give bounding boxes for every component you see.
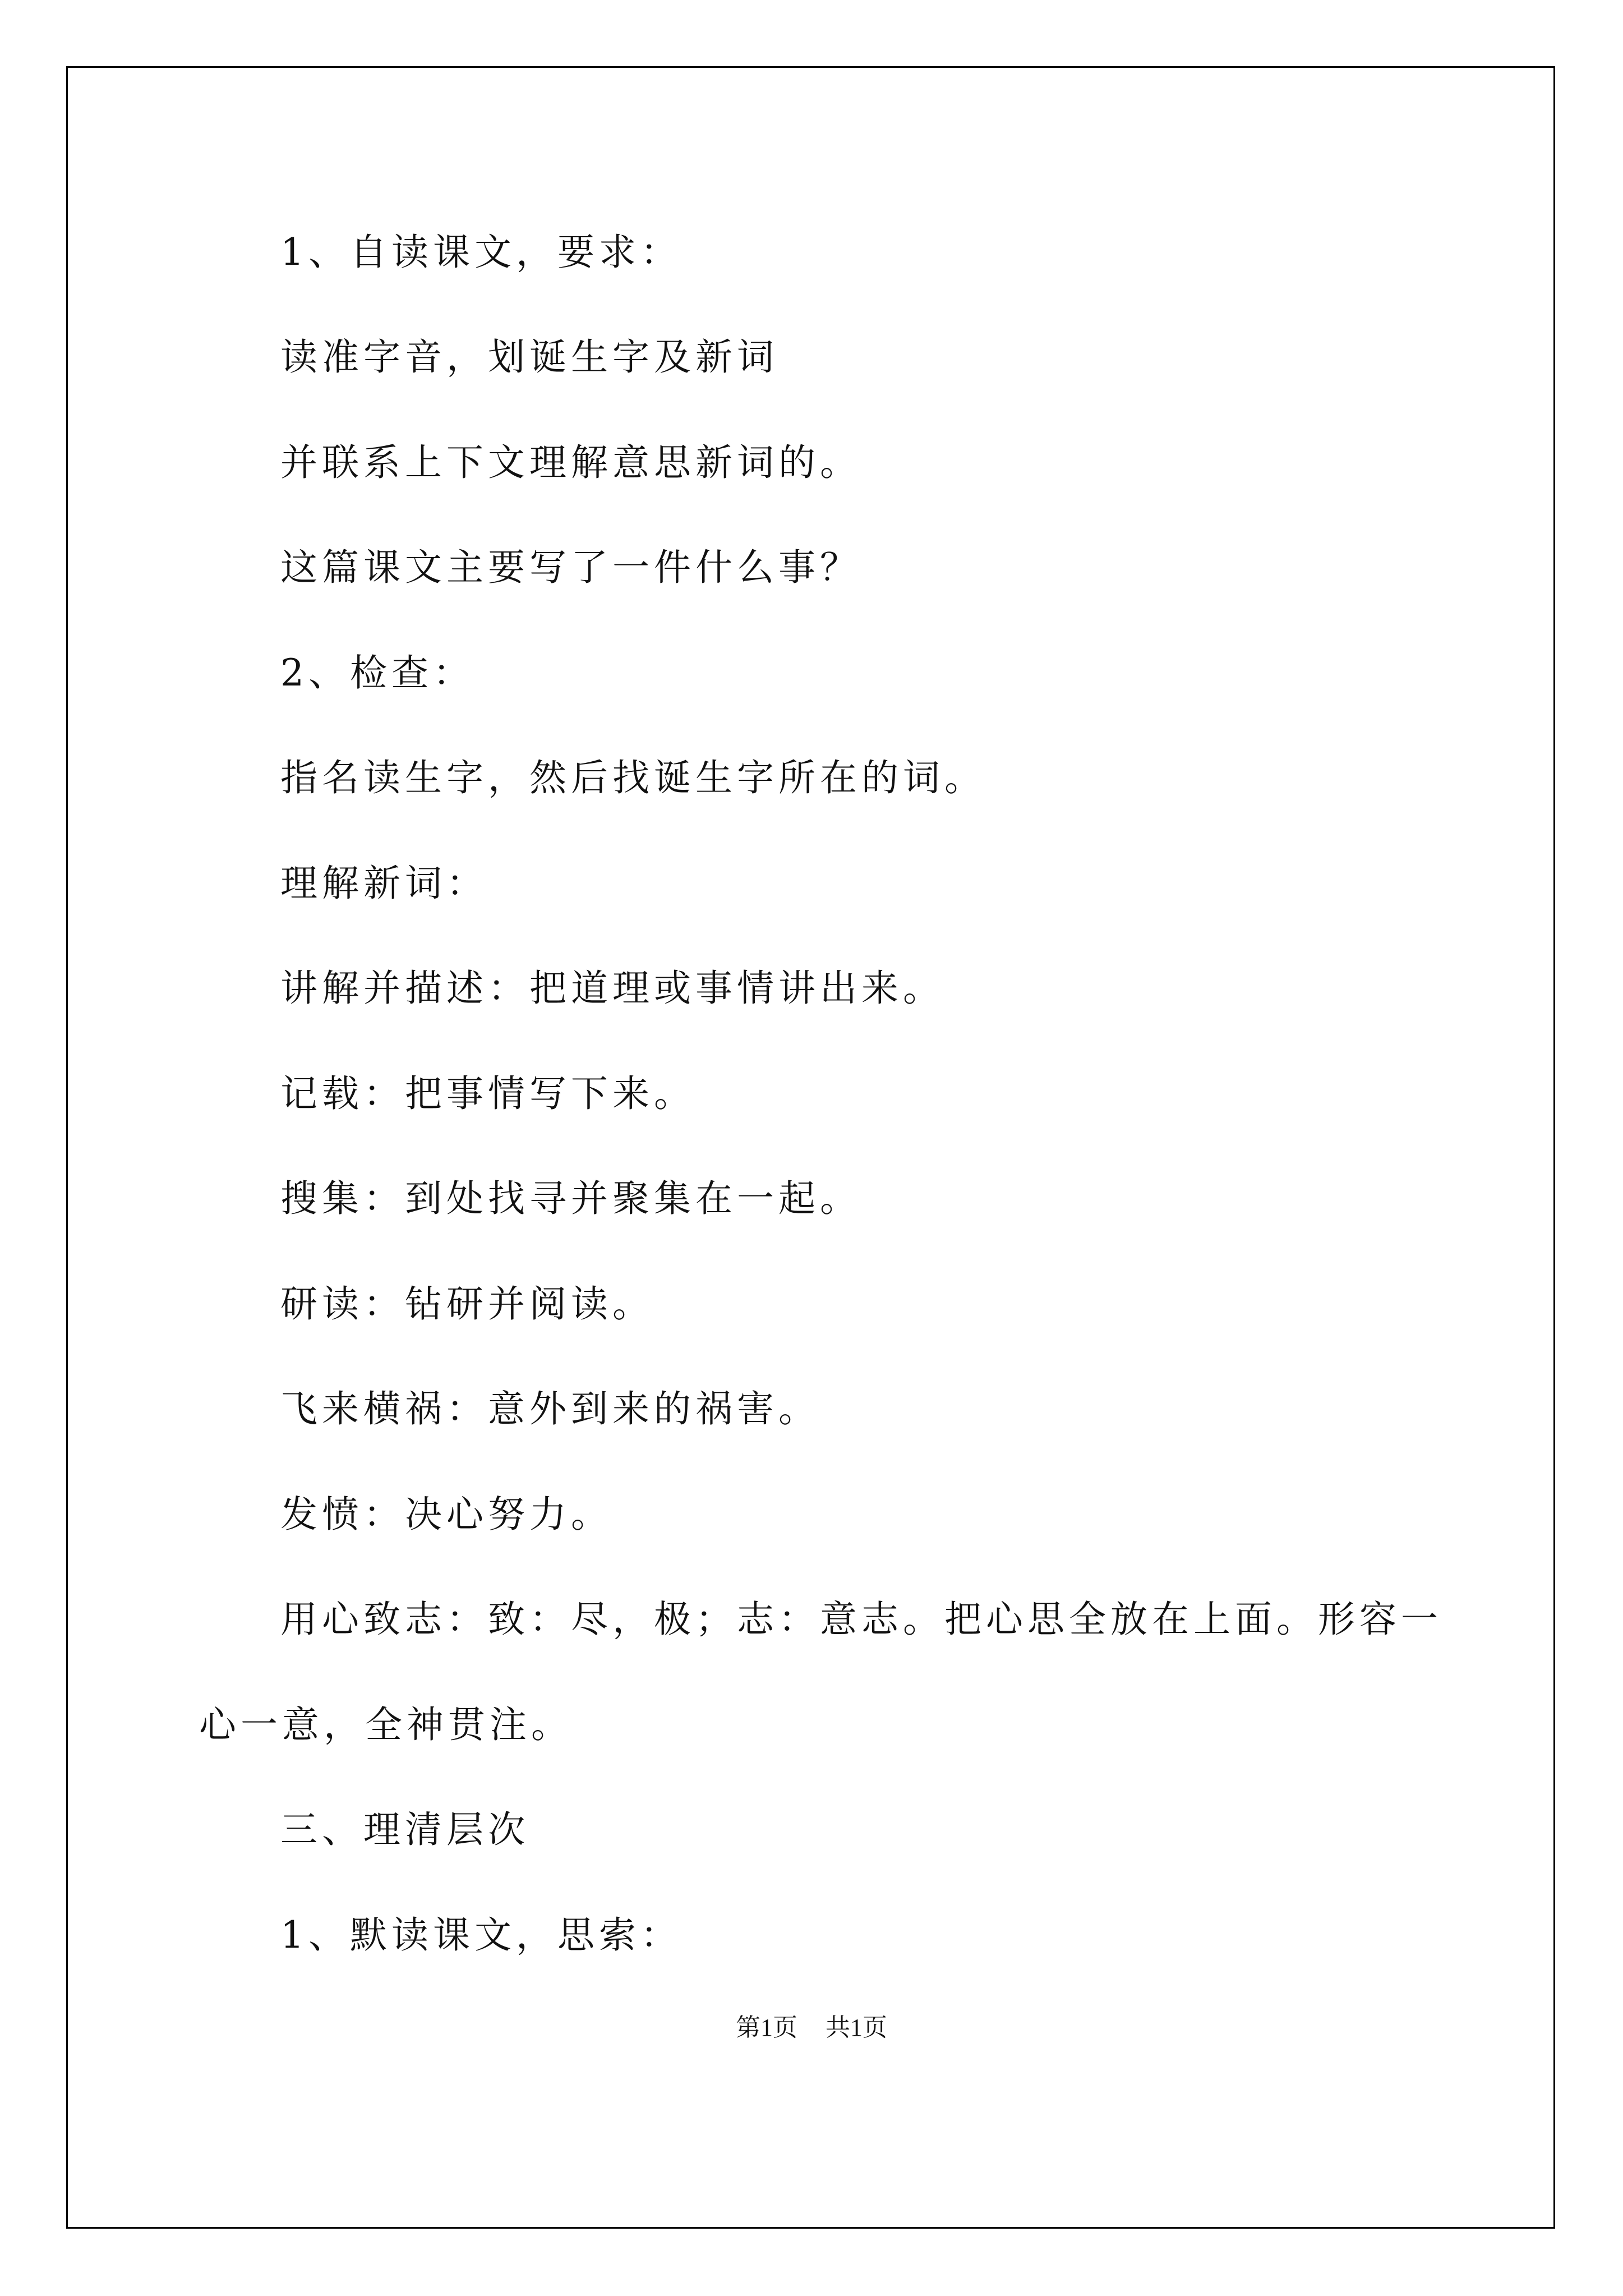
- page-number: 第1页: [736, 2014, 797, 2041]
- paragraph: 读准字音，划诞生字及新词: [280, 335, 778, 379]
- paragraph-continuation: 心一意，全神贯注。: [199, 1703, 573, 1746]
- paragraph: 记载：把事情写下来。: [280, 1072, 695, 1115]
- paragraph: 用心致志：致：尽，极；志：意志。把心思全放在上面。形容一: [280, 1598, 1442, 1641]
- paragraph: 这篇课文主要写了一件什么事？: [280, 546, 861, 589]
- paragraph: 2、检查：: [280, 651, 474, 694]
- paragraph: 1、自读课文，要求：: [280, 231, 682, 274]
- paragraph: 1、默读课文，思索：: [280, 1913, 682, 1957]
- paragraph: 搜集：到处找寻并聚集在一起。: [280, 1177, 861, 1220]
- section-heading: 三、理清层次: [280, 1808, 529, 1851]
- paragraph: 理解新词：: [280, 862, 488, 905]
- paragraph: 讲解并描述：把道理或事情讲出来。: [280, 967, 944, 1010]
- paragraph: 并联系上下文理解意思新词的。: [280, 441, 861, 484]
- paragraph: 飞来横祸：意外到来的祸害。: [280, 1387, 820, 1430]
- page-footer: [0, 2011, 1623, 2045]
- page-total: 共1页: [826, 2014, 887, 2041]
- paragraph: 指名读生字，然后找诞生字所在的词。: [280, 756, 986, 799]
- paragraph: 发愤：决心努力。: [280, 1493, 612, 1536]
- paragraph: 研读：钻研并阅读。: [280, 1282, 654, 1326]
